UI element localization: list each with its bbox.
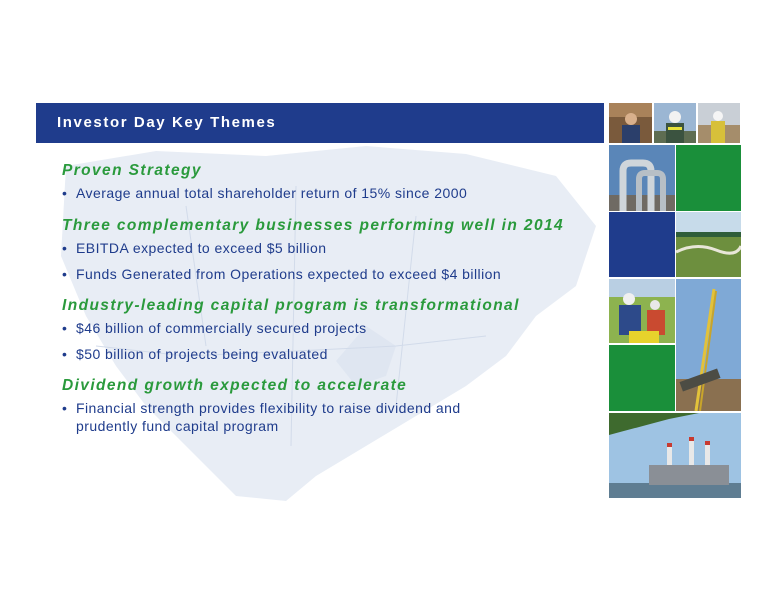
pipeline-valves-photo <box>609 145 675 211</box>
bullet-dot: • <box>62 185 68 201</box>
section-heading-businesses: Three complementary businesses performing well in 2014 <box>62 217 565 234</box>
bullet-dot: • <box>62 266 68 282</box>
workers-photo-2 <box>654 103 696 143</box>
slide-title: Investor Day Key Themes <box>57 114 277 131</box>
bullet-text: Average annual total shareholder return of 15% since 2000 <box>76 185 468 201</box>
blue-color-tile <box>609 212 675 277</box>
bullet-text: Financial strength provides flexibility to raise dividend and prudently fund capital program <box>76 400 461 434</box>
bullet-dot: • <box>62 400 68 416</box>
workers-photo-1 <box>609 103 652 143</box>
bullet-dot: • <box>62 240 68 256</box>
title-banner <box>36 103 604 143</box>
bullet-item <box>62 345 602 363</box>
bullet-item <box>62 399 516 435</box>
bullet-text: $50 billion of projects being evaluated <box>76 346 328 362</box>
bullet-text: Funds Generated from Operations expected to exceed $4 billion <box>76 266 502 282</box>
bullet-dot: • <box>62 320 68 336</box>
section-heading-capital-program: Industry-leading capital program is transformational <box>62 297 520 314</box>
bullet-text: EBITDA expected to exceed $5 billion <box>76 240 327 256</box>
bullet-item <box>62 239 602 257</box>
section-heading-dividend: Dividend growth expected to accelerate <box>62 377 408 394</box>
key-themes-content <box>62 162 602 435</box>
pipeline-landscape-photo <box>676 212 741 277</box>
engineers-photo <box>609 279 675 343</box>
power-plant-photo <box>609 413 741 498</box>
bullet-dot: • <box>62 346 68 362</box>
bullet-item <box>62 265 602 283</box>
bullet-text: $46 billion of commercially secured projects <box>76 320 367 336</box>
section-heading-proven-strategy: Proven Strategy <box>62 162 202 179</box>
workers-photo-3 <box>698 103 740 143</box>
green-color-tile <box>676 145 741 211</box>
pipe-construction-photo <box>676 279 741 411</box>
green-color-tile-2 <box>609 345 675 411</box>
bullet-item <box>62 319 602 337</box>
bullet-item <box>62 184 602 202</box>
